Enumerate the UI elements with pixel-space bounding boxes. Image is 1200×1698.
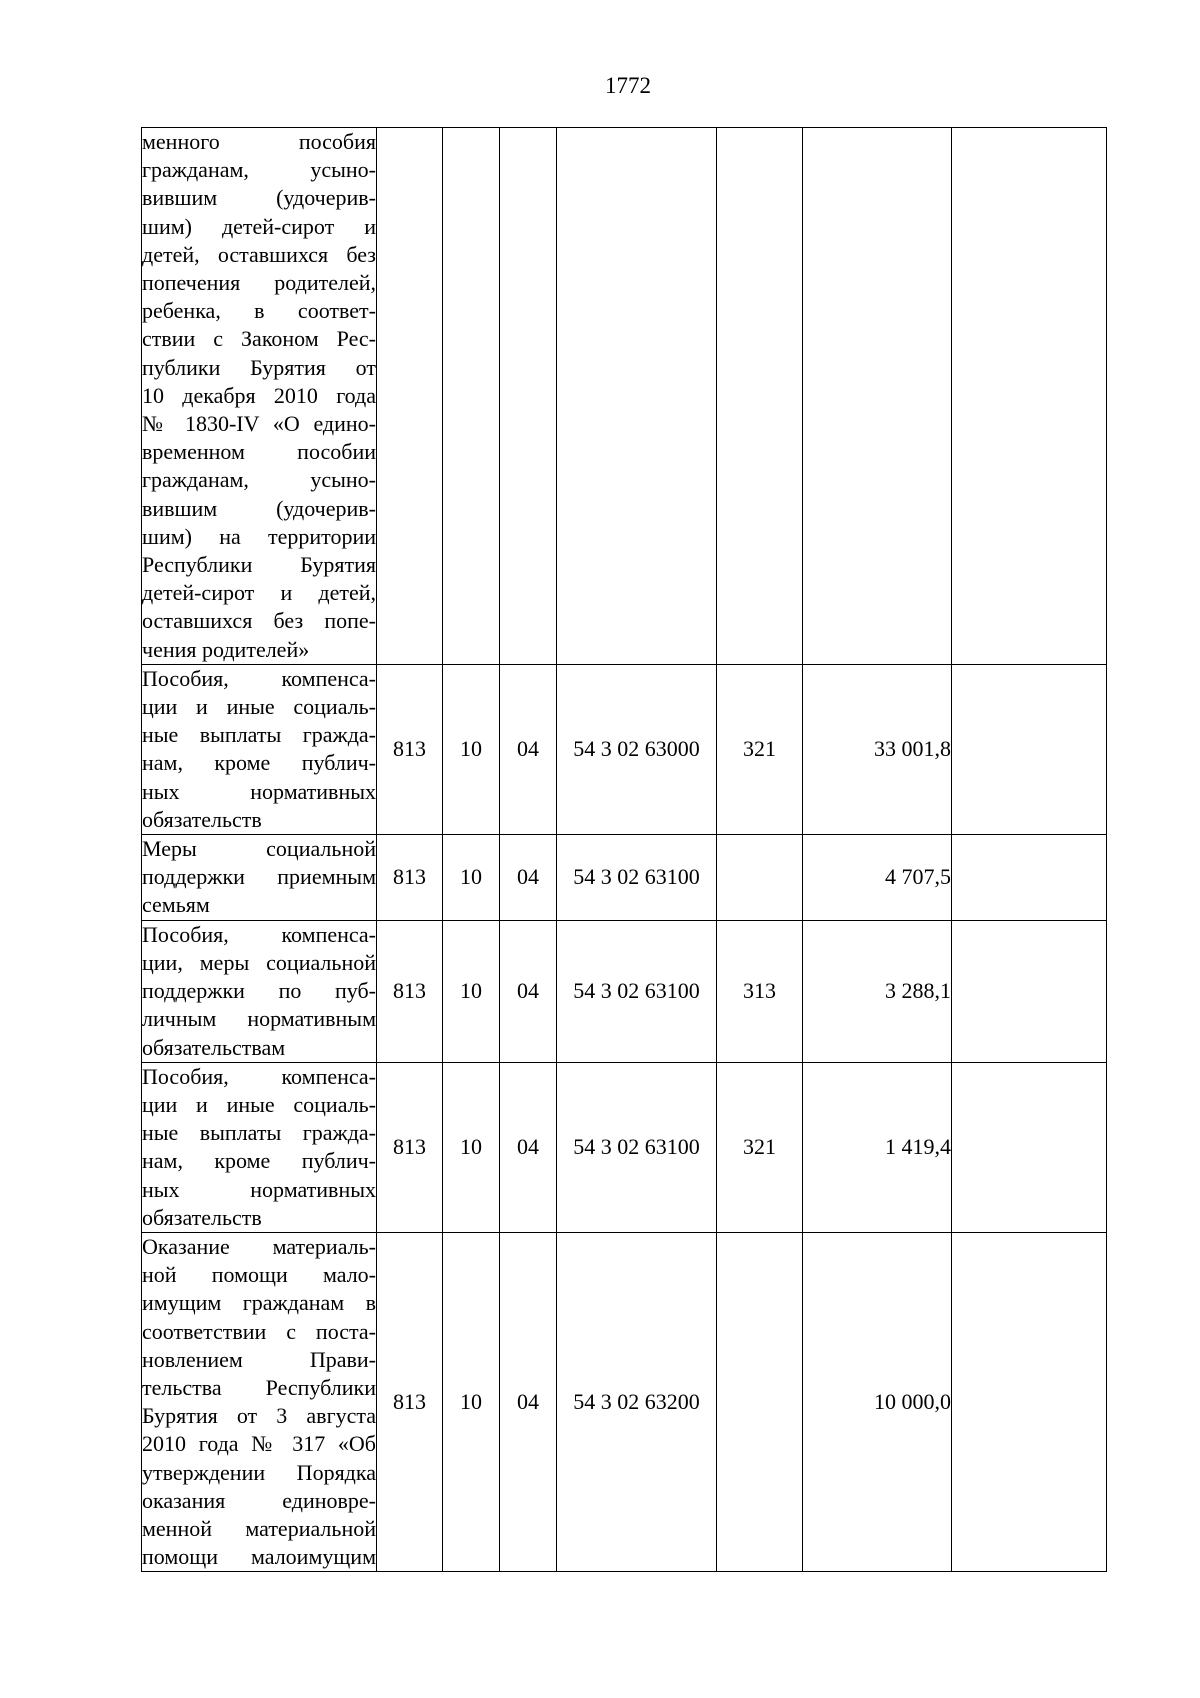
table-row [142,664,1107,834]
section-code-cell: 10 [443,920,500,1062]
description-line: менного пособия [142,129,376,154]
description-line: попечения родителей, [142,270,376,296]
table-row [142,128,1107,665]
description-line: публики Бурятия от [142,354,376,380]
amount-cell: 4 707,5 [803,835,952,921]
description-line: семьям [142,892,210,918]
subsection-code-cell: 04 [500,1062,557,1232]
section-code-cell: 10 [443,1232,500,1571]
expense-type-cell [717,835,803,921]
table-row [142,920,1107,1062]
description-cell [142,835,377,921]
expense-type-cell: 313 [717,920,803,1062]
description-line: поддержки по пуб- [142,978,376,1004]
description-line: обязательств [142,806,262,832]
description-line: ные выплаты гражда- [142,1120,376,1146]
description-line: ции и иные социаль- [142,1091,376,1117]
description-line: ции и иные социаль- [142,694,376,720]
subsection-code-cell: 04 [500,835,557,921]
description-line: вившим (удочерив- [142,185,376,211]
subsection-code-cell: 04 [500,920,557,1062]
section-code-cell: 10 [443,664,500,834]
expense-type-cell: 321 [717,1062,803,1232]
description-cell [142,664,377,834]
extra-column-cell [952,664,1107,834]
budget-table [141,127,1107,1572]
extra-column-cell [952,835,1107,921]
section-code-cell: 10 [443,1062,500,1232]
description-line: шим) на территории [142,523,376,549]
ministry-code-cell [377,128,443,665]
description-line: Республики Бурятия [142,552,376,578]
description-line: ребенка, в соответ- [142,298,376,324]
expense-type-cell: 321 [717,664,803,834]
table-row [142,1232,1107,1571]
description-line: тельства Республики [142,1374,376,1400]
table-body [142,128,1107,1572]
description-line: помощи малоимущим [142,1544,376,1570]
extra-column-cell [952,128,1107,665]
description-line: ции, меры социальной [142,949,376,975]
description-line: Пособия, компенса- [142,1063,376,1089]
extra-column-cell [952,920,1107,1062]
subsection-code-cell: 04 [500,1232,557,1571]
ministry-code-cell: 813 [377,664,443,834]
description-cell [142,1232,377,1571]
description-line: соответствии с поста- [142,1318,376,1344]
description-cell [142,1062,377,1232]
description-line: оказания единовре- [142,1487,376,1513]
target-item-cell: 54 3 02 63100 [557,920,717,1062]
description-line: гражданам, усыно- [142,157,376,183]
section-code-cell [443,128,500,665]
description-line: ных нормативных [142,1176,376,1202]
amount-cell [803,128,952,665]
description-line: нам, кроме публич- [142,750,376,776]
description-line: менной материальной [142,1515,376,1541]
description-line: имущим гражданам в [142,1290,376,1316]
table-row [142,1062,1107,1232]
target-item-cell: 54 3 02 63100 [557,835,717,921]
description-line: утверждении Порядка [142,1459,376,1485]
description-line: ные выплаты гражда- [142,722,376,748]
description-line: детей-сирот и детей, [142,580,376,606]
expense-type-cell [717,128,803,665]
target-item-cell: 54 3 02 63100 [557,1062,717,1232]
subsection-code-cell [500,128,557,665]
expense-type-cell [717,1232,803,1571]
description-line: детей, оставшихся без [142,241,376,267]
page-number: 1772 [605,73,651,98]
target-item-cell: 54 3 02 63000 [557,664,717,834]
description-line: новлением Прави- [142,1346,376,1372]
description-line: 2010 года № 317 «Об [142,1431,376,1457]
description-line: Пособия, компенса- [142,665,376,691]
ministry-code-cell: 813 [377,1232,443,1571]
extra-column-cell [952,1062,1107,1232]
table-row [142,835,1107,921]
amount-cell: 10 000,0 [803,1232,952,1571]
description-line: оставшихся без попе- [142,608,376,634]
amount-cell: 33 001,8 [803,664,952,834]
section-code-cell: 10 [443,835,500,921]
description-line: ствии с Законом Рес- [142,326,376,352]
amount-cell: 3 288,1 [803,920,952,1062]
description-line: шим) детей-сирот и [142,213,376,239]
description-line: гражданам, усыно- [142,467,376,493]
ministry-code-cell: 813 [377,835,443,921]
description-line: личным нормативным [142,1006,376,1032]
description-line: ной помощи мало- [142,1262,376,1288]
ministry-code-cell: 813 [377,1062,443,1232]
description-line: чения родителей» [142,636,310,662]
target-item-cell [557,128,717,665]
description-cell [142,128,377,665]
description-line: 10 декабря 2010 года [142,382,376,408]
subsection-code-cell: 04 [500,664,557,834]
target-item-cell: 54 3 02 63200 [557,1232,717,1571]
description-line: обязательствам [142,1034,286,1060]
description-line: Меры социальной [142,836,376,862]
description-line: вившим (удочерив- [142,495,376,521]
ministry-code-cell: 813 [377,920,443,1062]
amount-cell: 1 419,4 [803,1062,952,1232]
description-line: Бурятия от 3 августа [142,1403,376,1429]
description-line: нам, кроме публич- [142,1148,376,1174]
description-line: поддержки приемным [142,864,376,890]
description-line: Пособия, компенса- [142,921,376,947]
description-line: временном пособии [142,439,376,465]
description-line: обязательств [142,1204,262,1230]
description-cell [142,920,377,1062]
description-line: Оказание материаль- [142,1233,376,1259]
description-line: ных нормативных [142,778,376,804]
extra-column-cell [952,1232,1107,1571]
description-line: № 1830-IV «О едино- [142,411,376,437]
